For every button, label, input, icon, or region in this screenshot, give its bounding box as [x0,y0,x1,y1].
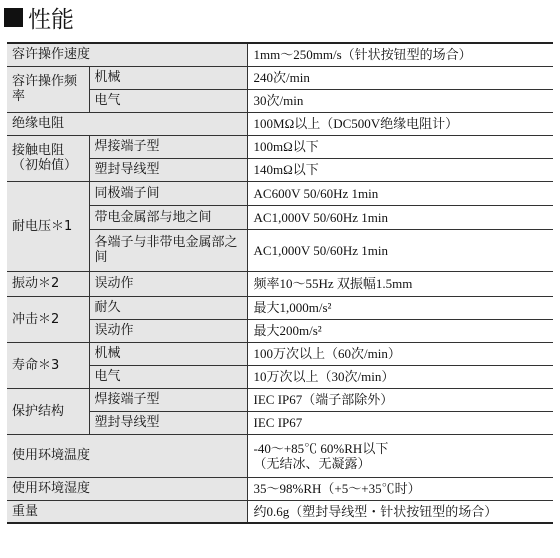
table-row [7,181,553,205]
table-row [7,112,553,135]
row-value: 140mΩ以下 [247,158,553,181]
table-row [7,158,553,181]
table-row [7,500,553,523]
group-label: 容许操作频率 [7,66,89,112]
table-row [7,135,553,158]
row-label: 电气 [89,365,247,388]
row-label: 重量 [7,500,247,523]
row-value: 频率10～55Hz 双振幅1.5mm [247,271,553,296]
table-row [7,229,553,271]
group-label: 寿命＊3 [7,342,89,388]
table-row [7,89,553,112]
row-value: 最大1,000m/s² [247,296,553,319]
section-heading [4,0,74,34]
row-label: 机械 [89,342,247,365]
row-label: 同极端子间 [89,181,247,205]
value-line: -40～+85℃ 60%RH以下 [253,440,389,456]
heading-square-icon [4,8,23,27]
row-label: 使用环境湿度 [7,477,247,500]
row-label: 焊接端子型 [89,135,247,158]
row-label: 误动作 [89,271,247,296]
group-label: 冲击＊2 [7,296,89,342]
row-value: 100mΩ以下 [247,135,553,158]
row-label: 使用环境温度 [7,434,247,477]
row-value: 240次/min [247,66,553,89]
row-label: 塑封导线型 [89,411,247,434]
row-value: 35～98%RH（+5～+35℃时） [247,477,553,500]
table-row [7,342,553,365]
row-label: 耐久 [89,296,247,319]
row-label: 误动作 [89,319,247,342]
table-row [7,43,553,66]
performance-table [7,42,553,524]
group-label: 振动＊2 [7,271,89,296]
table-row [7,411,553,434]
row-value: 100万次以上（60次/min） [247,342,553,365]
heading-title: 性能 [28,6,74,33]
row-value: 最大200m/s² [247,319,553,342]
table-row [7,66,553,89]
table-row [7,388,553,411]
row-value: 100MΩ以上（DC500V绝缘电阻计） [247,112,553,135]
row-value: 1mm～250mm/s（针状按钮型的场合） [247,43,553,66]
row-value: 约0.6g（塑封导线型・针状按钮型的场合） [247,500,553,523]
row-value: AC1,000V 50/60Hz 1min [247,205,553,229]
group-label: 耐电压＊1 [7,181,89,271]
row-label: 焊接端子型 [89,388,247,411]
table-row [7,296,553,319]
row-value: 30次/min [247,89,553,112]
group-label: 接触电阻（初始值） [7,135,89,181]
row-label: 容许操作速度 [7,43,247,66]
row-value: AC600V 50/60Hz 1min [247,181,553,205]
row-label: 各端子与非带电金属部之间 [89,229,247,271]
row-label: 电气 [89,89,247,112]
row-value: AC1,000V 50/60Hz 1min [247,229,553,271]
row-label: 塑封导线型 [89,158,247,181]
table-row [7,319,553,342]
row-label: 带电金属部与地之间 [89,205,247,229]
table-row [7,205,553,229]
row-value [247,434,553,477]
table-row [7,434,553,477]
value-line: （无结冰、无凝露） [253,455,371,471]
row-value: IEC IP67（端子部除外） [247,388,553,411]
table-row [7,271,553,296]
row-value: IEC IP67 [247,411,553,434]
table-row [7,365,553,388]
row-label: 机械 [89,66,247,89]
group-label: 保护结构 [7,388,89,434]
row-label: 绝缘电阻 [7,112,247,135]
row-value: 10万次以上（30次/min） [247,365,553,388]
table-row [7,477,553,500]
